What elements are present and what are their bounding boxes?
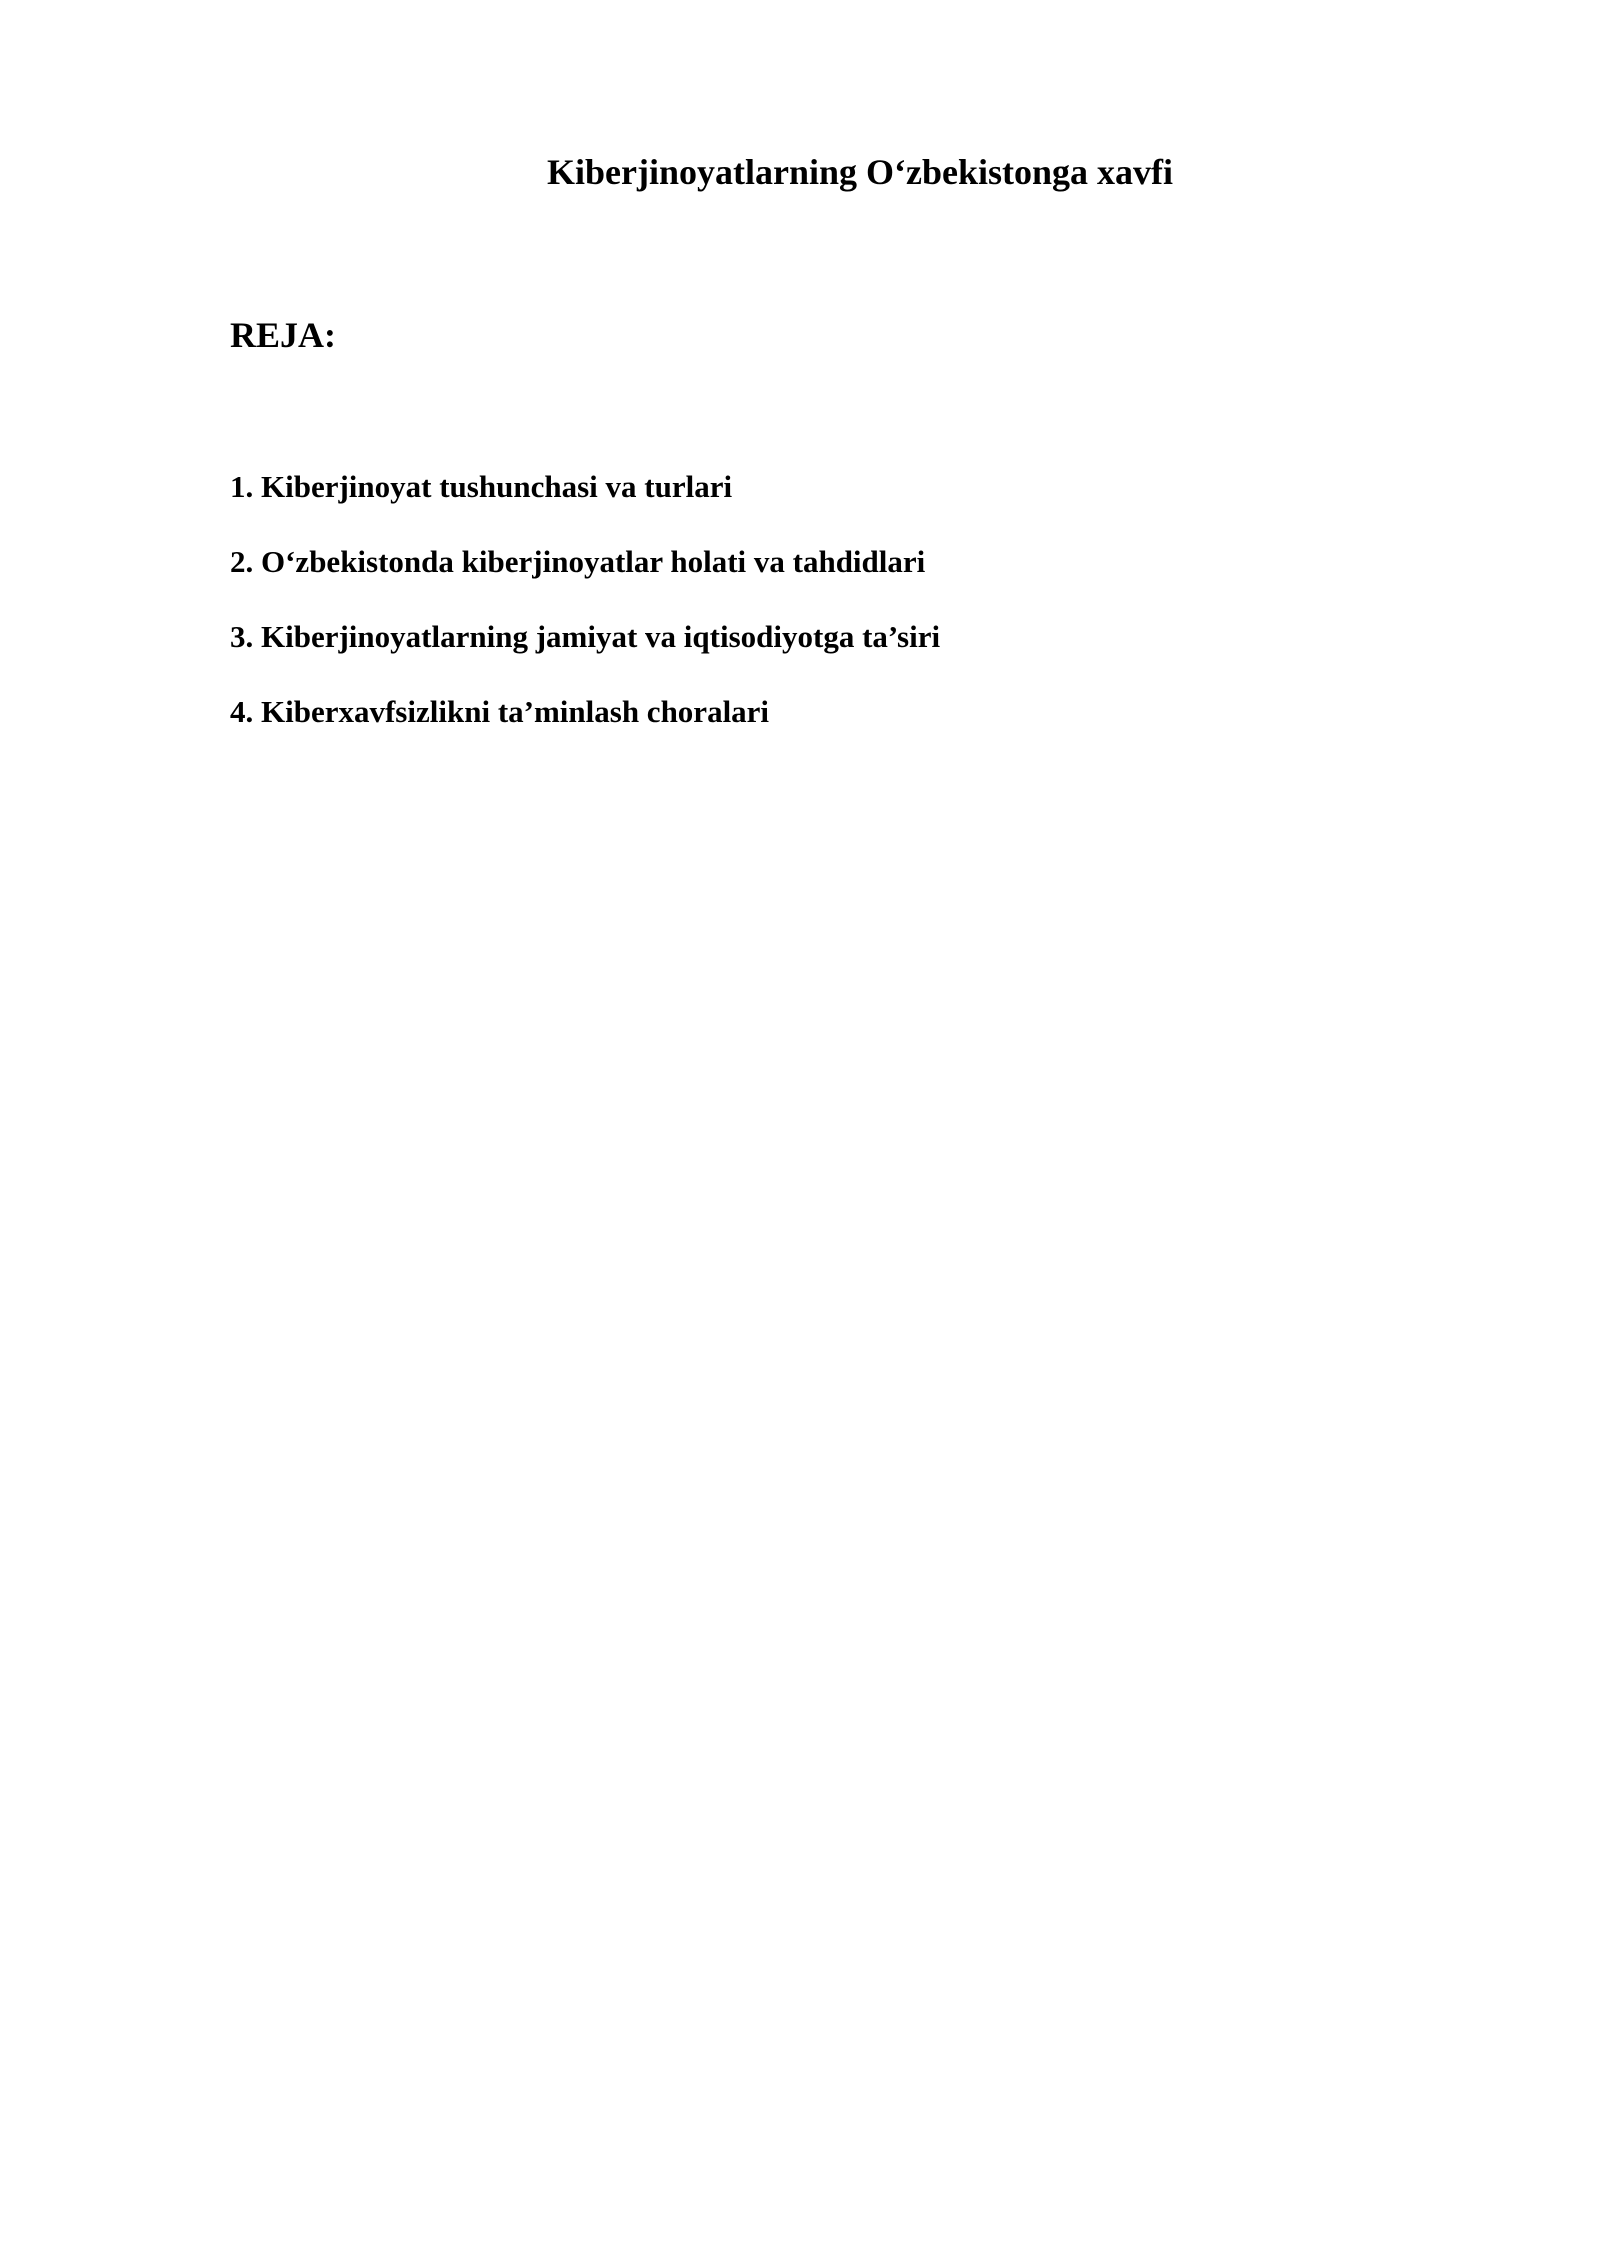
plan-item-1: 1. Kiberjinoyat tushunchasi va turlari xyxy=(230,469,733,504)
plan-list xyxy=(230,467,940,767)
plan-item-4: 4. Kiberxavfsizlikni ta’minlash choralari xyxy=(230,694,770,729)
plan-item-3: 3. Kiberjinoyatlarning jamiyat va iqtisodiyotga ta’siri xyxy=(230,619,941,654)
page-title: Kiberjinoyatlarning O‘zbekistonga xavfi xyxy=(546,152,1173,192)
plan-heading: REJA: xyxy=(230,315,336,355)
plan-item-2: 2. O‘zbekistonda kiberjinoyatlar holati va tahdidlari xyxy=(230,544,926,579)
